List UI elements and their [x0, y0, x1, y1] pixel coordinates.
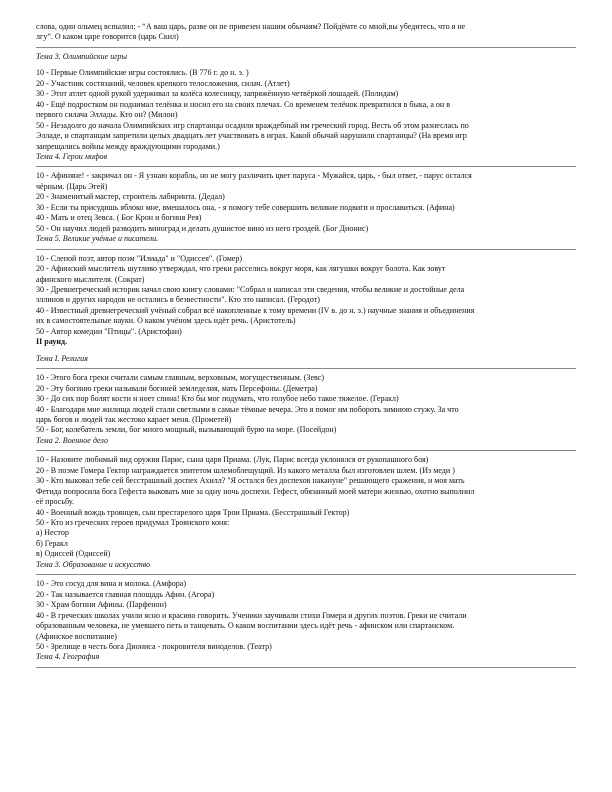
question-line: 10 - Первые Олимпийские игры состоялись. (В 776 г. до н. э. ) — [36, 68, 249, 78]
section-divider — [36, 368, 576, 369]
section-divider — [36, 47, 576, 48]
question-line: 30 - До сих пор болят кости и ноет спина! Кто бы мог подумать, что голубое небо такое тяжелое. (Геракл) — [36, 394, 399, 404]
question-line: 50 - Незадолго до начала Олимпийских игр спартанцы осадили враждебный им греческий город. Весть об этом разнеслась по — [36, 120, 469, 130]
section-r2-theme2-warfare — [36, 436, 576, 560]
question-line: 20 - В поэме Гомера Гектор награждается эпитетом шлемоблещущий. Из какого металла был изготовлен шлем. (Из меди ) — [36, 465, 455, 475]
question-line: 30 - Кто выковал тебе сей бесстрашный доспех Ахилл? "Я остался без доспехов накануне" решающего сражения, и моя мать — [36, 476, 465, 486]
question-line: 50 - Бог, колебатель земли, бог много мощный, вызывающий бурю на море. (Посейдон) — [36, 425, 337, 435]
question-line: 50 - Он научил людей разводить виноград и делать душистое вино из него гроздей. (Бог Дионис) — [36, 223, 369, 233]
section-title: Тема 2. Военное дело — [36, 435, 109, 445]
question-line: 30 - Этот атлет одной рукой удерживал за колёса колесницу, запряжённую четвёркой лошадей. (Полидам) — [36, 89, 399, 99]
question-line: 50 - Зрелище в честь бога Диониса - покровителя виноделов. (Театр) — [36, 642, 272, 652]
section-theme3-olympic-games — [36, 52, 576, 152]
question-line: 20 - Афинский мыслитель шутливо утверждал, что греки расселись вокруг моря, как лягушки вокруг болота. Как зовут — [36, 264, 446, 274]
question-line: образованным человека, не умевшего петь и танцевать. О каком воспитании здесь идёт речь - афинском или спартанском. — [36, 621, 455, 631]
round-heading: II раунд. — [36, 337, 68, 347]
question-line: 20 - Так называется главная площадь Афин. (Агора) — [36, 589, 215, 599]
intro-paragraph — [36, 22, 576, 43]
section-r2-theme3-education-art — [36, 560, 576, 653]
question-line: чёрным. (Царь Эгей) — [36, 181, 108, 191]
answer-option: в) Одиссей (Одиссей) — [36, 549, 111, 559]
question-line: 50 - Автор комедии "Птицы". (Аристофан) — [36, 326, 182, 336]
question-line: 20 - Эту богиню греки называли богиней земледелия, мать Персефоны. (Деметра) — [36, 383, 318, 393]
question-line: 50 - Кто из греческих героев придумал Троянского коня: — [36, 518, 230, 528]
section-title: Тема 4. География — [36, 652, 100, 662]
question-line: 30 - Если ты присудишь яблоко мне, вмешалось она, - я помогу тебе совершить великие подвиги и прославиться. (Афина) — [36, 202, 455, 212]
question-line: запрещались войны между враждующими городами.) — [36, 141, 220, 151]
question-line: 30 - Древнегреческий историк начал свою книгу словами: "Собрал и написал эти сведения, чтобы великие и достойные дела — [36, 284, 465, 294]
question-line: их в самостоятельные науки. О каком учёном здесь идёт речь. (Аристотель) — [36, 316, 296, 326]
text-line: лгу”. О каком царе говорится (царь Скил) — [36, 32, 179, 42]
question-line: 10 - Это сосуд для вина и молока. (Амфора) — [36, 579, 187, 589]
section-theme5-scientists-writers — [36, 234, 576, 337]
section-divider — [36, 249, 576, 250]
question-line: 40 - В греческих школах учили ясно и красиво говорить. Ученики заучивали стихи Гомера и других поэтов. Греки не считали — [36, 610, 467, 620]
section-title: Тема 5. Великие учёные и писатели. — [36, 234, 159, 244]
section-theme4-myth-heroes — [36, 152, 576, 234]
answer-option: а) Нестор — [36, 528, 69, 538]
section-title: Тема 3. Олимпийские игры — [36, 51, 127, 61]
question-line: Фетида попросила бога Гефеста выковать мне за одну ночь доспехи. Гефест, обязанный моей матери жизнью, охотно выполнил — [36, 486, 475, 496]
question-line: 30 - Храм богини Афины. (Парфенон) — [36, 600, 167, 610]
section-r2-theme1-religion — [36, 354, 576, 436]
section-divider — [36, 667, 576, 668]
question-line: 10 - Назовите любимый вид оружия Парис, сына царя Приама. (Лук, Парис всегда уклонялся от рукопашного боя) — [36, 455, 429, 465]
question-line: 10 - Этого бога греки считали самым главным, верховным, могущественным. (Зевс) — [36, 373, 325, 383]
section-divider — [36, 166, 576, 167]
question-line: 20 - Знаменитый мастер, строитель лабиринта. (Дедал) — [36, 192, 225, 202]
question-line: (Афинское воспитание) — [36, 631, 117, 641]
question-line: 10 - Афиняне! - закричал он - Я узнаю корабль, но не могу различить цвет паруса - Мужайся, царь, - был ответ, - парус остался — [36, 171, 472, 181]
question-line: её просьбу. — [36, 497, 74, 507]
text-line: слова, один ольмец вспылил: - “А ваш царь, разве он не привезен нашим обычаям? Пойдёмте со мной,вы убедитесь, что я не — [36, 22, 466, 31]
question-line: 20 - Участник состязаний, человек крепкого телосложения, силач. (Атлет) — [36, 78, 290, 88]
question-line: 40 - Военный вождь троянцев, сын престарелого царя Трои Приама. (Бесстрашный Гектор) — [36, 507, 350, 517]
section-title: Тема 4. Герои мифов — [36, 151, 108, 161]
question-line: 40 - Мать и отец Зевса. ( Бог Крон и богиня Рея) — [36, 213, 202, 223]
question-line: афинского мыслителя. (Сократ) — [36, 274, 145, 284]
question-line: первого силача Эллады. Кто он? (Милон) — [36, 110, 178, 120]
section-r2-theme4-geography — [36, 652, 576, 667]
section-title: Тема I. Религия — [36, 353, 88, 363]
answer-option: б) Геракл — [36, 538, 68, 548]
question-line: 40 - Благодаря мне жилища людей стали светлыми в самые тёмные вечера. Это я помог им побороть зимнюю стужу. За что — [36, 404, 459, 414]
question-line: 40 - Ещё подростком он поднимал телёнка и носил его на своих плечах. Со временем телёнок превратился в быка, а он в — [36, 99, 451, 109]
question-line: Элладе, и спартанцам запретили целых двадцать лет участвовать в играх. Какой обычай нарушили спартанцы? (На время игр — [36, 131, 467, 141]
question-line: эллинов и других народов не остались в безвестности". Кто это написал. (Геродот) — [36, 295, 320, 305]
section-divider — [36, 574, 576, 575]
question-line: царь богов и людей так жестоко карает меня. (Прометей) — [36, 414, 232, 424]
section-title: Тема 3. Образование и искусство — [36, 559, 151, 569]
question-line: 10 - Слепой поэт, автор поэм "Илиада" и "Одиссея". (Гомер) — [36, 253, 243, 263]
question-line: 40 - Известный древнегреческий учёный собрал всё накопленные к тому времени (IV в. до н. э.) научные знания и объединения — [36, 305, 475, 315]
section-divider — [36, 450, 576, 451]
